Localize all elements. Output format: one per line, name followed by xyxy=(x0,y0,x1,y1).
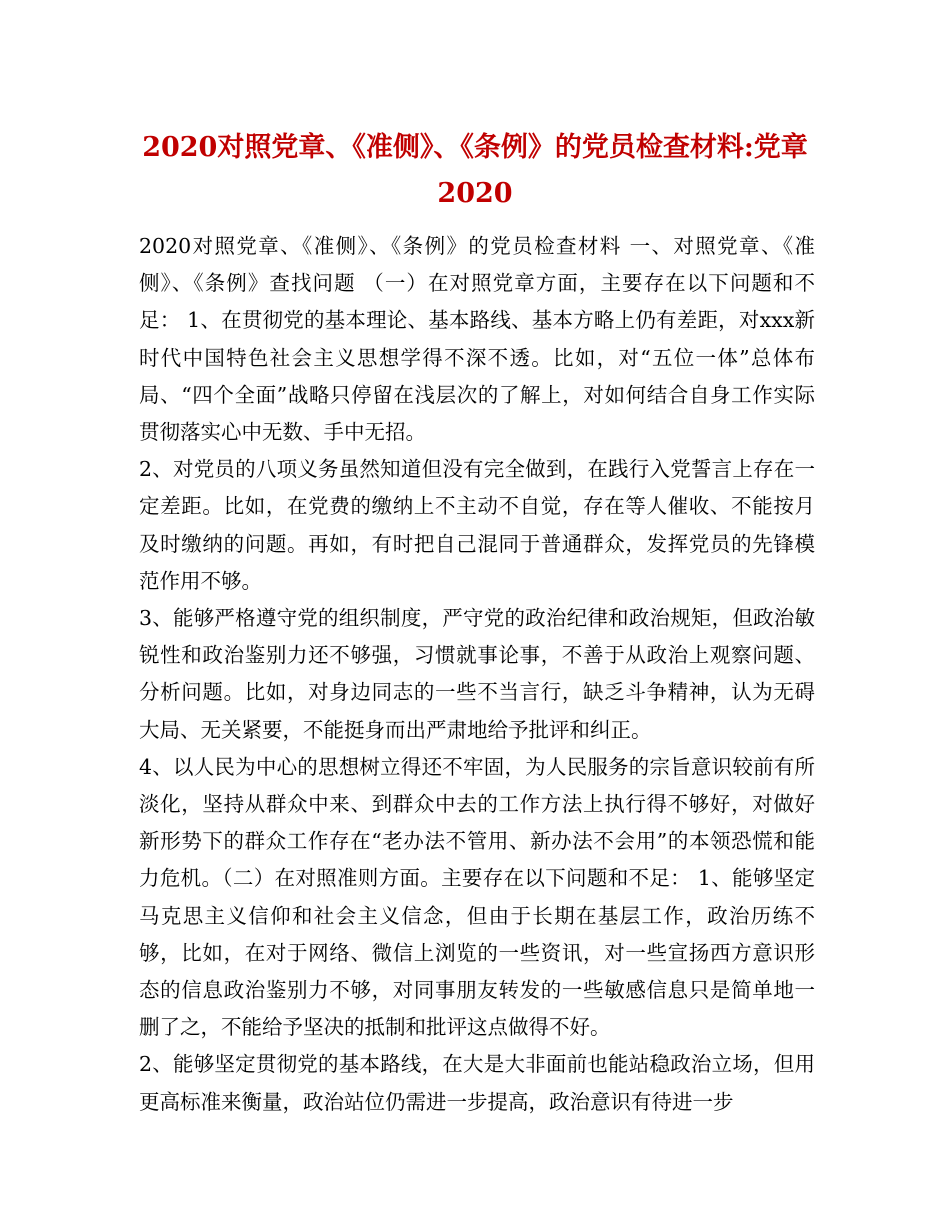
paragraph: 2、对党员的八项义务虽然知道但没有完全做到，在践行入党誓言上存在一定差距。比如，在党费的缴纳上不主动不自觉，存在等人催收、不能按月及时缴纳的问题。再如，有时把自己混同于普通群众，发挥党员的先锋模范作用不够。 xyxy=(139,457,815,593)
paragraph: 4、以人民为中心的思想树立得还不牢固，为人民服务的宗旨意识较前有所淡化，坚持从群众中来、到群众中去的工作方法上执行得不够好，对做好新形势下的群众工作存在“老办法不管用、新办法不会用”的本领恐慌和能力危机。（二）在对照准则方面。主要存在以下问题和不足： 1、能够坚定马克思主义信仰和社会主义信念，但由于长期在基层工作，政治历练不够，比如，在对于网络、微信上浏览的一些资讯，对一些宣扬西方意识形态的信息政治鉴别力不够，对同事朋友转发的一些敏感信息只是简单地一删了之，不能给予坚决的抵制和批评这点做得不好。 xyxy=(139,754,815,1040)
paragraph: 3、能够严格遵守党的组织制度，严守党的政治纪律和政治规矩，但政治敏锐性和政治鉴别力还不够强，习惯就事论事，不善于从政治上观察问题、分析问题。比如，对身边同志的一些不当言行，缺乏斗争精神，认为无碍大局、无关紧要，不能挺身而出严肃地给予批评和纠正。 xyxy=(139,606,815,742)
document-body xyxy=(139,228,815,1121)
paragraph: 2、能够坚定贯彻党的基本路线，在大是大非面前也能站稳政治立场，但用更高标准来衡量，政治站位仍需进一步提高，政治意识有待进一步 xyxy=(139,1052,815,1114)
paragraph: 2020对照党章、《准侧》、《条例》的党员检查材料 一、对照党章、《准侧》、《条例》查找问题 （一）在对照党章方面，主要存在以下问题和不足： 1、在贯彻党的基本理论、基本路线、基本方略上仍有差距，对xxx新时代中国特色社会主义思想学得不深不透。比如，对“五位一体”总体布局、“四个全面”战略只停留在浅层次的了解上，对如何结合自身工作实际贯彻落实心中无数、手中无招。 xyxy=(139,234,815,445)
document-title: 2020对照党章、《准侧》、《条例》的党员检查材料:党章2020 xyxy=(142,132,808,209)
